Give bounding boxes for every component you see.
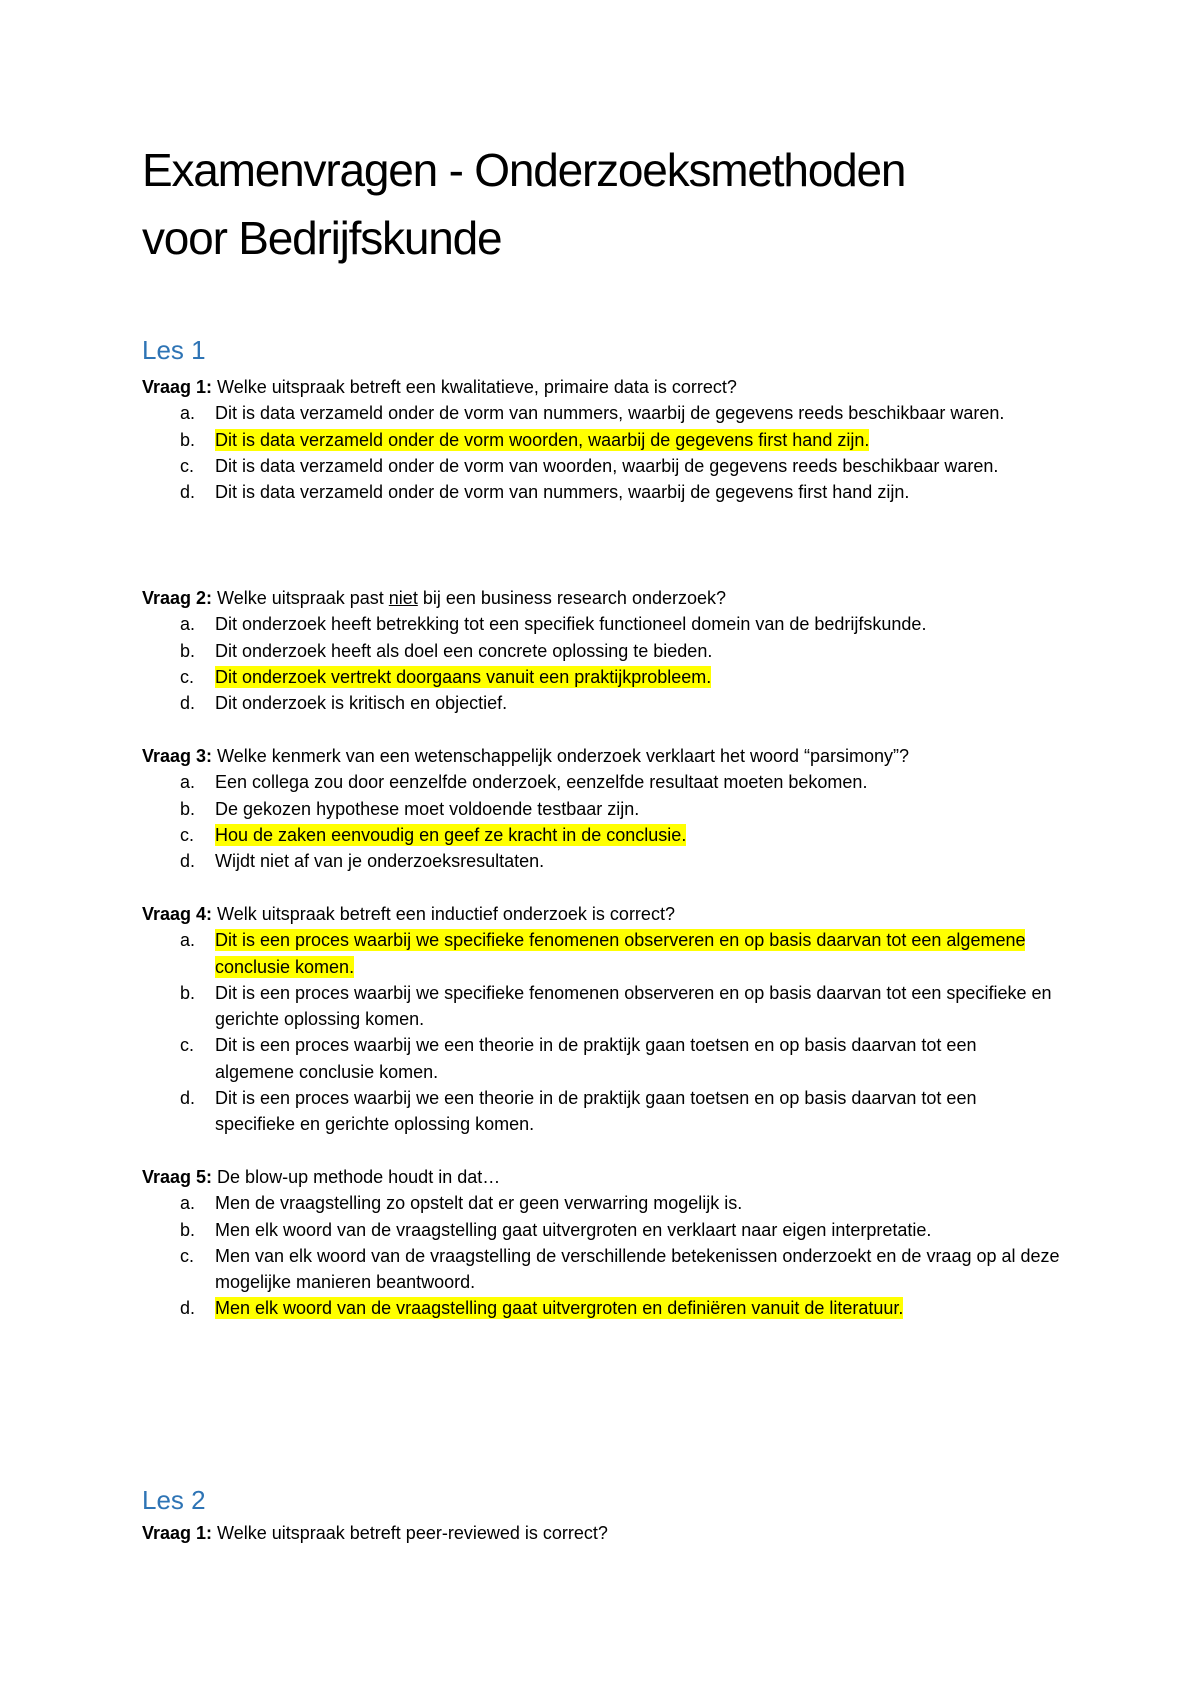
- answer-option-d: [142, 690, 1060, 716]
- question-label: Vraag 1:: [142, 377, 213, 397]
- question-les1-vraag2: [142, 585, 1062, 716]
- option-letter: a.: [180, 772, 196, 793]
- answer-options: [142, 400, 1062, 505]
- question-text: [142, 901, 1062, 927]
- answer-option-c: [142, 664, 1060, 690]
- lesson-heading-les-2: Les 2: [142, 1485, 206, 1515]
- answer-option-b: [142, 980, 1060, 1033]
- document-title: [142, 136, 1062, 272]
- option-letter: a.: [180, 1193, 196, 1214]
- answer-option-b: [142, 1217, 1060, 1243]
- option-letter: a.: [180, 930, 196, 951]
- answer-option-d: [142, 1085, 1060, 1138]
- option-text-highlighted: Dit onderzoek vertrekt doorgaans vanuit een praktijkprobleem.: [215, 666, 712, 687]
- lesson-heading-les-1: Les 1: [142, 335, 206, 365]
- answer-option-d: [142, 848, 1060, 874]
- answer-options: [142, 769, 1062, 874]
- answer-option-b: [142, 796, 1060, 822]
- question-label: Vraag 4:: [142, 904, 213, 924]
- answer-options: [142, 611, 1062, 716]
- option-text: Men elk woord van de vraagstelling gaat uitvergroten en verklaart naar eigen interpretatie.: [215, 1219, 932, 1240]
- question-les2-vraag1: [142, 1520, 1062, 1546]
- answer-option-a: [142, 927, 1060, 980]
- option-text-highlighted: Hou de zaken eenvoudig en geef ze kracht in de conclusie.: [215, 824, 687, 845]
- question-body: Welke kenmerk van een wetenschappelijk onderzoek verklaart het woord “parsimony”?: [212, 746, 910, 766]
- question-body: De blow-up methode houdt in dat…: [212, 1167, 501, 1187]
- option-letter: a.: [180, 403, 196, 424]
- option-text: De gekozen hypothese moet voldoende testbaar zijn.: [215, 798, 640, 819]
- option-letter: b.: [180, 982, 196, 1003]
- question-label: Vraag 2:: [142, 588, 213, 608]
- answer-option-c: [142, 453, 1060, 479]
- option-letter: d.: [180, 851, 196, 872]
- answer-option-a: [142, 769, 1060, 795]
- answer-options: [142, 1190, 1062, 1321]
- answer-option-c: [142, 1243, 1060, 1296]
- option-letter: a.: [180, 614, 196, 635]
- option-letter: b.: [180, 798, 196, 819]
- option-letter: d.: [180, 1088, 196, 1109]
- option-letter: d.: [180, 482, 196, 503]
- option-letter: c.: [180, 455, 195, 476]
- question-label: Vraag 1:: [142, 1523, 213, 1543]
- question-text: [142, 585, 1062, 611]
- option-text: Dit is data verzameld onder de vorm van woorden, waarbij de gegevens reeds beschikbaar waren.: [215, 455, 999, 476]
- option-letter: b.: [180, 640, 196, 661]
- answer-option-c: [142, 822, 1060, 848]
- option-letter: c.: [180, 824, 195, 845]
- option-text: Men van elk woord van de vraagstelling de verschillende betekenissen onderzoekt en de vraag op al deze mogelijke manieren beantwoord.: [215, 1245, 1060, 1293]
- answer-option-a: [142, 611, 1060, 637]
- option-letter: b.: [180, 429, 196, 450]
- question-les1-vraag1: [142, 374, 1062, 505]
- question-body: Welk uitspraak betreft een inductief onderzoek is correct?: [212, 904, 675, 924]
- answer-option-d: [142, 1295, 1060, 1321]
- question-les1-vraag4: [142, 901, 1062, 1138]
- option-letter: c.: [180, 1245, 195, 1266]
- question-les1-vraag3: [142, 743, 1062, 874]
- answer-option-b: [142, 638, 1060, 664]
- question-body-end: bij een business research onderzoek?: [417, 588, 727, 608]
- question-body-start: Welke uitspraak past: [212, 588, 389, 608]
- question-text: [142, 743, 1062, 769]
- option-text: Dit onderzoek is kritisch en objectief.: [215, 693, 508, 714]
- document-title-line-2: voor Bedrijfskunde: [142, 212, 502, 264]
- option-letter: b.: [180, 1219, 196, 1240]
- question-body: Welke uitspraak betreft peer-reviewed is correct?: [212, 1523, 608, 1543]
- question-les1-vraag5: [142, 1164, 1062, 1322]
- question-text: [142, 1164, 1062, 1190]
- option-text: Wijdt niet af van je onderzoeksresultaten.: [215, 851, 545, 872]
- option-letter: c.: [180, 1035, 195, 1056]
- option-text: Dit is een proces waarbij we een theorie in de praktijk gaan toetsen en op basis daarvan tot een algemene conclusie komen.: [215, 1035, 977, 1082]
- question-label: Vraag 3:: [142, 746, 213, 766]
- option-text-highlighted: Dit is data verzameld onder de vorm woorden, waarbij de gegevens first hand zijn.: [215, 429, 870, 450]
- option-text: Dit onderzoek heeft betrekking tot een specifiek functioneel domein van de bedrijfskunde.: [215, 614, 927, 635]
- document-title-line-1: Examenvragen - Onderzoeksmethoden: [142, 144, 906, 196]
- answer-option-c: [142, 1032, 1060, 1085]
- question-text: [142, 374, 1062, 400]
- option-letter: c.: [180, 666, 195, 687]
- answer-option-d: [142, 479, 1060, 505]
- question-label: Vraag 5:: [142, 1167, 213, 1187]
- option-text-highlighted: Dit is een proces waarbij we specifieke fenomenen observeren en op basis daarvan tot een algemene conclusie komen.: [215, 930, 1026, 977]
- option-text-highlighted: Men elk woord van de vraagstelling gaat uitvergroten en definiëren vanuit de literatuur.: [215, 1298, 904, 1319]
- option-letter: d.: [180, 693, 196, 714]
- option-text: Men de vraagstelling zo opstelt dat er geen verwarring mogelijk is.: [215, 1193, 743, 1214]
- option-text: Dit is data verzameld onder de vorm van nummers, waarbij de gegevens first hand zijn.: [215, 482, 910, 503]
- question-text: [142, 1520, 1062, 1546]
- answer-option-a: [142, 400, 1060, 426]
- option-text: Een collega zou door eenzelfde onderzoek, eenzelfde resultaat moeten bekomen.: [215, 772, 868, 793]
- answer-option-a: [142, 1190, 1060, 1216]
- question-body: Welke uitspraak betreft een kwalitatieve, primaire data is correct?: [212, 377, 737, 397]
- answer-options: [142, 927, 1062, 1137]
- option-text: Dit is een proces waarbij we een theorie in de praktijk gaan toetsen en op basis daarvan tot een specifieke en gerichte oplossing komen.: [215, 1088, 977, 1135]
- question-body-underlined: niet: [388, 588, 418, 608]
- option-letter: d.: [180, 1298, 196, 1319]
- option-text: Dit is een proces waarbij we specifieke fenomenen observeren en op basis daarvan tot een specifieke en gerichte oplossing komen.: [215, 982, 1052, 1030]
- answer-option-b: [142, 427, 1060, 453]
- option-text: Dit onderzoek heeft als doel een concrete oplossing te bieden.: [215, 640, 713, 661]
- option-text: Dit is data verzameld onder de vorm van nummers, waarbij de gegevens reeds beschikbaar waren.: [215, 403, 1005, 424]
